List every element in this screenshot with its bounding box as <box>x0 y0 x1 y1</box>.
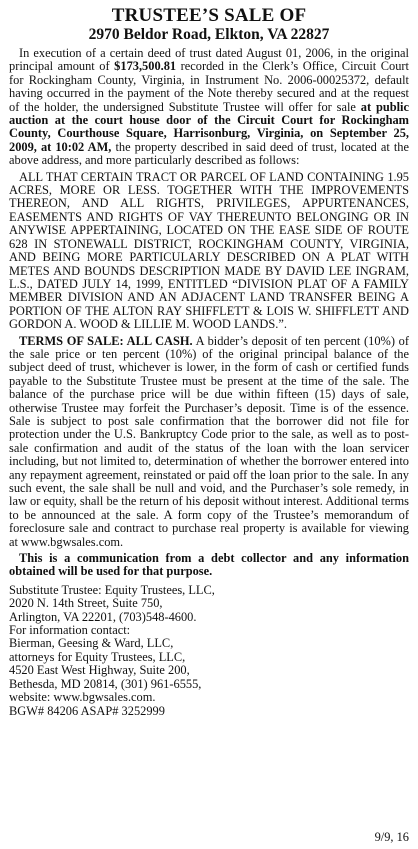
intro-text-c: the property described in said deed of trust, located at the above address, and more particularly described as follows: <box>9 139 409 168</box>
title-line-2: 2970 Beldor Road, Elkton, VA 22827 <box>88 26 330 43</box>
terms-paragraph <box>9 335 409 550</box>
contact-line: For information contact: <box>9 623 131 638</box>
contact-line: attorneys for Equity Trustees, LLC, <box>9 649 186 664</box>
contact-line: 4520 East West Highway, Suite 200, <box>9 663 190 678</box>
property-description: ALL THAT CERTAIN TRACT OR PARCEL OF LAND CONTAINING 1.95 ACRES, MORE OR LESS. TOGETHER WITH THE IMPROVEMENTS THEREON, AND ALL RIGHTS, PRIVILEGES, APPURTENANCES, EASEMENTS AND RIGHTS OF VAY THEREUNTO BELONGING OR IN ANYWISE APPERTAINING, LOCATED ON THE EASE SIDE OF ROUTE 628 IN STONEWALL DISTRICT, ROCKINGHAM COUNTY, VIRGINIA, AND BEING MORE PARTICULARLY DESCRIBED ON A PLAT WITH METES AND BOUNDS DESCRIPTION MADE BY DAVID LEE INGRAM, L.S., DATED JULY 14, 1999, ENTITLED “DIVISION PLAT OF A FAMILY MEMBER DIVISION AND AN ADJACENT LAND TRANSFER BEING A PORTION OF THE ALTON RAY SHIFFLETT & LOIS W. SHIFFLETT AND GORDON A. WOOD & LILLIE M. WOOD LANDS.”. <box>9 169 409 332</box>
sale-intro-paragraph <box>9 47 409 168</box>
contact-line: website: www.bgwsales.com. <box>9 690 156 705</box>
publication-dates: 9/9, 16 <box>374 829 409 844</box>
title-line-1: TRUSTEE’S SALE OF <box>111 5 307 26</box>
contact-line: Bierman, Geesing & Ward, LLC, <box>9 636 174 651</box>
contact-block <box>9 584 409 718</box>
contact-line: Arlington, VA 22201, (703)548-4600. <box>9 609 197 624</box>
intro-text-b: recorded in the Clerk’s Office, Circuit Court for Rockingham County, Virginia, in Instrument No. 2006-00025372, default having occurred in the payment of the Note thereby secured and at the request of the holder, the undersigned Substitute Trustee will offer for sale <box>9 59 409 114</box>
contact-line: Substitute Trustee: Equity Trustees, LLC, <box>9 582 215 597</box>
auction-details: at public auction at the court house door of the Circuit Court for Rockingham County, Courthouse Square, Harrisonburg, Virginia, on September 25, 2009, at 10:02 AM, <box>9 99 410 154</box>
debt-collector-disclaimer: This is a communication from a debt collector and any information obtained will be used for that purpose. <box>9 551 409 579</box>
terms-label: TERMS OF SALE: ALL CASH. <box>19 333 193 348</box>
terms-text: A bidder’s deposit of ten percent (10%) of the sale price or ten percent (10%) of the original principal balance of the subject deed of trust, whichever is lower, in the form of cash or certified funds payable to the Substitute Trustee must be present at the time of the sale. The balance of the purchase price will be due within fifteen (15) days of sale, otherwise Trustee may forfeit the Purchaser’s deposit. Time is of the essence. Sale is subject to post sale confirmation that the borrower did not file for protection under the U.S. Bankruptcy Code prior to the sale, as well as to post-sale confirmation and audit of the status of the loan with the loan servicer including, but not limited to, determination of whether the borrower entered into any repayment agreement, reinstated or paid off the loan prior to the sale. In any such event, the sale shall be null and void, and the Purchaser’s sole remedy, in law or equity, shall be the return of his deposit without interest. Additional terms to be announced at the sale. A form copy of the Trustee’s memorandum of foreclosure sale and contract to purchase real property is available for viewing at www.bgwsales.com. <box>9 333 409 549</box>
intro-text-a: In execution of a certain deed of trust dated August 01, 2006, in the original principal amount of <box>9 46 409 74</box>
contact-line: BGW# 84206 ASAP# 3252999 <box>9 703 165 718</box>
contact-line: Bethesda, MD 20814, (301) 961-6555, <box>9 676 202 691</box>
notice-title <box>9 6 409 44</box>
contact-line: 2020 N. 14th Street, Suite 750, <box>9 596 163 611</box>
principal-amount: $173,500.81 <box>114 59 177 74</box>
